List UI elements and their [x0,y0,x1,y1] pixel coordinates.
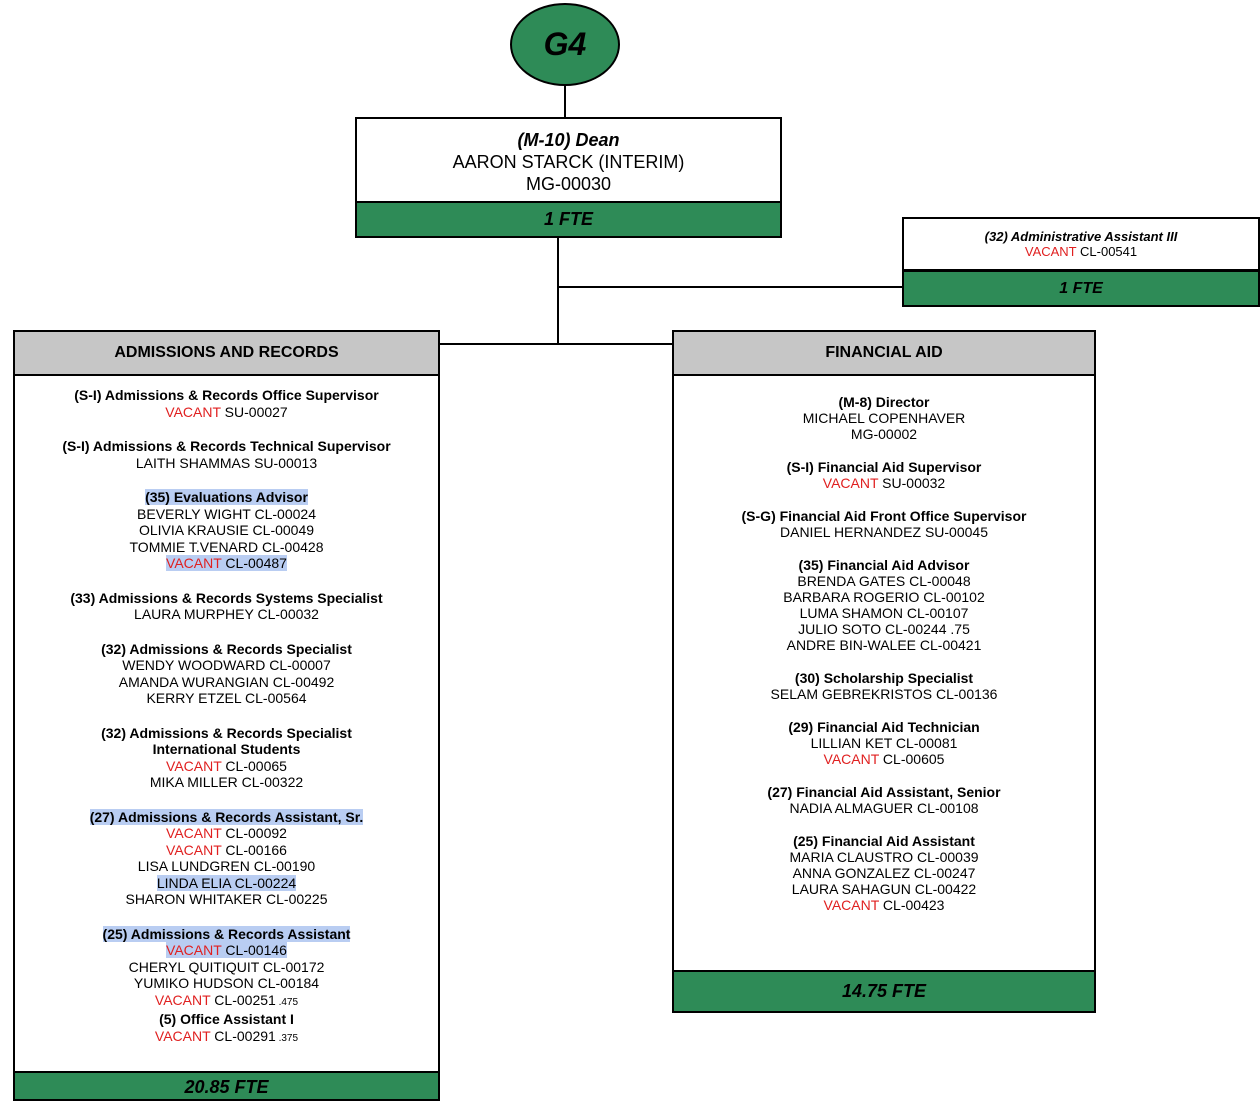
financial-aid-header [672,330,1096,376]
position-title: (M-8) Director [838,394,930,410]
staff-line [674,751,1094,767]
position-title: (S-G) Financial Aid Front Office Supervisor [741,508,1027,524]
position-group [674,670,1094,702]
staff-text: CL-00291 [210,1027,276,1044]
position-title: (5) Office Assistant I [159,1011,294,1027]
staff-text: SU-00027 [220,403,288,420]
admissions-header-label: ADMISSIONS AND RECORDS [114,344,339,361]
staff-text: CL-00605 [879,751,945,767]
staff-line: JULIO SOTO CL-00244 .75 [798,621,970,637]
connector-dean-down [557,238,559,344]
vacant-label: VACANT [1024,244,1077,259]
g4-label: G4 [543,26,587,62]
staff-line: MARIA CLAUSTRO CL-00039 [789,849,979,865]
staff-line: TOMMIE T.VENARD CL-00428 [129,538,324,555]
g4-node [510,3,620,86]
staff-line: LUMA SHAMON CL-00107 [799,605,969,621]
position-title: (25) Financial Aid Assistant [793,833,975,849]
staff-text: CL-00092 [221,825,287,841]
admissions-fte: 20.85 FTE [184,1077,269,1097]
position-title: (32) Admissions & Records Specialist [101,724,352,741]
position-group [15,590,438,623]
position-title: (32) Admissions & Records Specialist [101,640,352,657]
staff-line: SHARON WHITAKER CL-00225 [125,891,328,907]
position-title [15,809,438,826]
staff-text: CL-00251 [210,991,276,1008]
financial-aid-panel [672,374,1096,972]
staff-line: MICHAEL COPENHAVER [802,410,966,426]
position-group [15,438,438,471]
highlighted-line [166,555,287,571]
position-code: CL-00541 [1080,244,1138,259]
staff-line: LAURA SAHAGUN CL-00422 [791,881,977,897]
staff-line: LAITH SHAMMAS SU-00013 [135,454,318,471]
position-group [674,394,1094,442]
staff-text: CL-00166 [221,841,287,858]
dean-fte-bar [355,201,782,238]
staff-text: SU-00032 [878,475,946,491]
staff-line: DANIEL HERNANDEZ SU-00045 [780,524,988,540]
staff-line [15,842,438,859]
admin-assistant-box [902,217,1260,271]
staff-text: CL-00423 [879,897,945,913]
staff-text: CL-00146 [221,942,287,958]
staff-line: BEVERLY WIGHT CL-00024 [137,505,316,522]
admissions-header [13,330,440,376]
staff-line: SELAM GEBREKRISTOS CL-00136 [770,686,998,702]
position-title: (30) Scholarship Specialist [794,670,974,686]
highlighted-line [166,942,287,958]
connector-g4-dean [564,86,566,117]
position-group [674,719,1094,767]
vacant-label: VACANT [154,991,211,1008]
staff-line: LAURA MURPHEY CL-00032 [134,606,319,622]
dean-title: (M-10) Dean [517,130,620,150]
staff-line [674,475,1094,491]
dean-box [355,117,782,203]
staff-line [15,825,438,842]
dean-fte: 1 FTE [543,209,593,229]
dean-code: MG-00030 [525,174,612,194]
connector-departments [439,343,672,345]
staff-line: BARBARA ROGERIO CL-00102 [783,589,985,605]
staff-line: CHERYL QUITIQUIT CL-00172 [128,958,325,975]
staff-text: CL-00487 [221,555,287,571]
staff-line [15,404,438,421]
position-group [15,489,438,572]
vacant-label: VACANT [166,825,222,841]
highlighted-title: (27) Admissions & Records Assistant, Sr. [89,808,364,825]
vacant-label: VACANT [823,751,880,767]
financial-aid-header-label: FINANCIAL AID [825,344,943,361]
staff-line: OLIVIA KRAUSIE CL-00049 [138,522,315,538]
staff-line: KERRY ETZEL CL-00564 [146,690,307,706]
vacant-label: VACANT [165,403,221,420]
position-group [15,1011,438,1047]
admin-assistant-position [904,244,1258,259]
position-group [674,508,1094,540]
position-title: (S-I) Admissions & Records Office Supervisor [74,387,379,403]
position-title: (29) Financial Aid Technician [788,719,980,735]
staff-line: BRENDA GATES CL-00048 [797,573,971,589]
staff-line [15,942,438,959]
highlighted-line: LINDA ELIA CL-00224 [156,874,297,891]
admissions-panel [13,374,440,1074]
position-group [15,725,438,791]
staff-line: WENDY WOODWARD CL-00007 [122,657,331,673]
dean-name: AARON STARCK (INTERIM) [452,152,685,172]
financial-aid-fte: 14.75 FTE [841,981,927,1001]
position-title: (35) Financial Aid Advisor [798,557,970,573]
admin-assistant-fte: 1 FTE [1059,279,1103,297]
staff-line [15,1028,438,1048]
staff-line [15,758,438,775]
vacant-label: VACANT [166,942,222,958]
staff-line [674,897,1094,913]
staff-text: CL-00065 [221,757,287,774]
vacant-label: VACANT [154,1027,211,1044]
staff-line: MIKA MILLER CL-00322 [149,774,304,790]
staff-line [15,875,438,892]
staff-line: NADIA ALMAGUER CL-00108 [789,800,979,816]
vacant-label: VACANT [166,757,222,774]
fte-fraction: .375 [275,1032,299,1044]
fte-fraction: .475 [275,996,299,1008]
staff-line: YUMIKO HUDSON CL-00184 [133,975,320,991]
staff-line [15,992,438,1012]
position-group [15,387,438,420]
vacant-label: VACANT [823,897,880,913]
staff-line: LILLIAN KET CL-00081 [810,735,958,751]
connector-admin-assistant [558,286,903,288]
staff-line [15,555,438,572]
admissions-fte-bar [13,1071,440,1101]
position-group [15,641,438,707]
position-group [674,459,1094,491]
vacant-label: VACANT [166,555,222,571]
position-title [15,926,438,943]
position-subtitle: International Students [152,741,301,757]
highlighted-title: (25) Admissions & Records Assistant [102,925,351,942]
position-title: (33) Admissions & Records Systems Specialist [70,589,383,606]
position-title: (27) Financial Aid Assistant, Senior [767,784,1001,800]
position-group [674,784,1094,816]
position-group [15,809,438,908]
position-title [15,489,438,506]
admin-assistant-title: (32) Administrative Assistant III [984,229,1178,244]
staff-line: ANDRE BIN-WALEE CL-00421 [786,637,982,653]
staff-line: AMANDA WURANGIAN CL-00492 [118,673,335,690]
position-title: (S-I) Financial Aid Supervisor [786,459,982,475]
admin-assistant-fte-bar [902,270,1260,307]
vacant-label: VACANT [166,841,222,858]
financial-aid-fte-bar [672,970,1096,1013]
position-title: (S-I) Admissions & Records Technical Supervisor [62,438,391,454]
position-group [674,557,1094,653]
staff-line: MG-00002 [850,426,918,442]
staff-line: LISA LUNDGREN CL-00190 [137,858,316,874]
position-group [674,833,1094,913]
staff-line: ANNA GONZALEZ CL-00247 [792,865,976,881]
highlighted-title: (35) Evaluations Advisor [145,489,308,505]
position-group [15,926,438,1012]
vacant-label: VACANT [822,475,879,491]
